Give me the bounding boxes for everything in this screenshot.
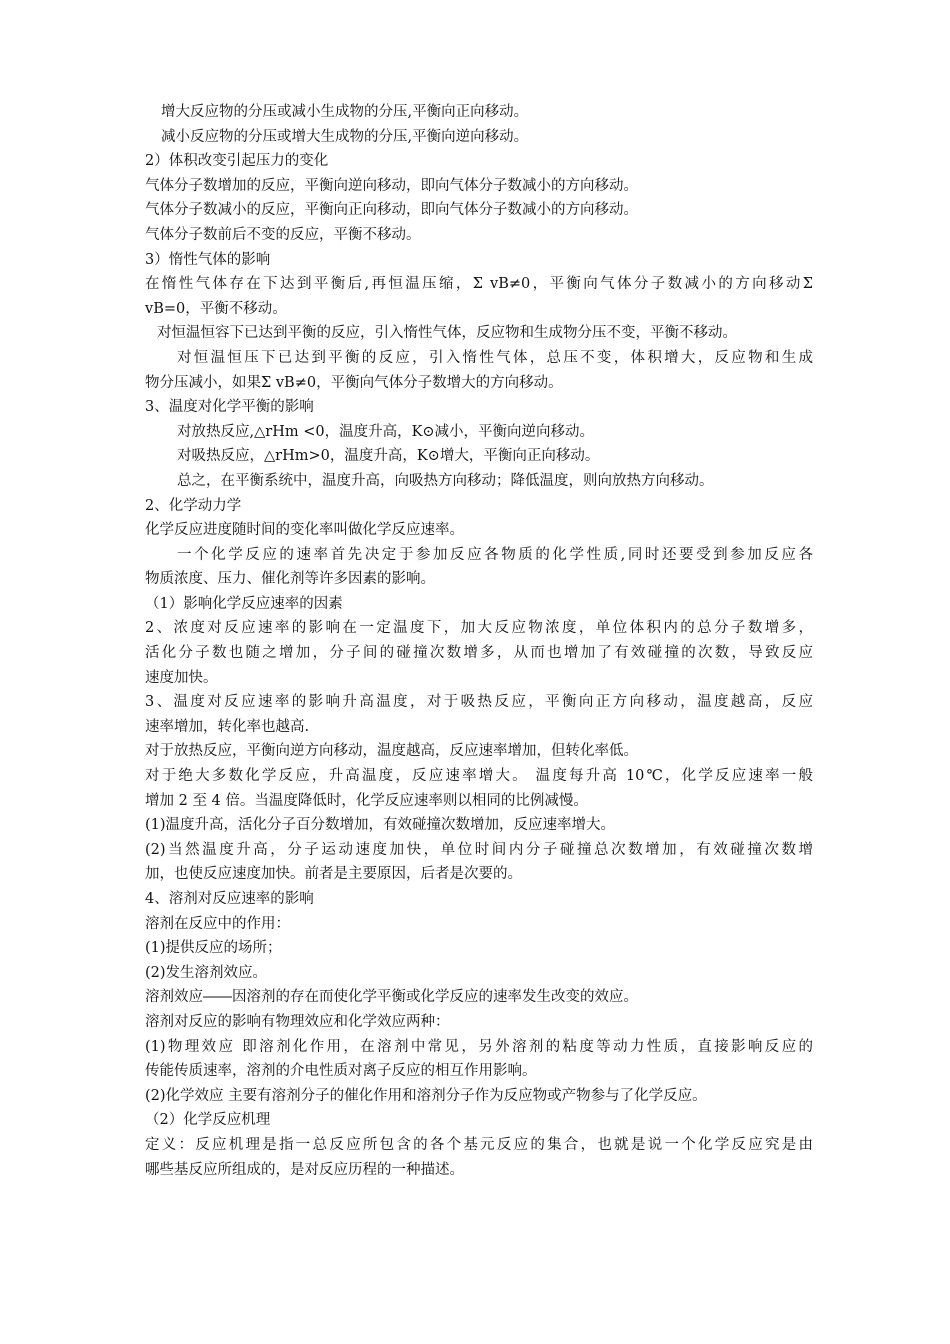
text-line: (1)提供反应的场所； bbox=[145, 940, 282, 957]
text-line: 速度加快。 bbox=[145, 669, 218, 686]
section-heading: 2）体积改变引起压力的变化 bbox=[145, 153, 329, 170]
section-heading: （1）影响化学反应速率的因素 bbox=[145, 595, 343, 612]
text-line: 减小反应物的分压或增大生成物的分压,平衡向逆向移动。 bbox=[161, 128, 529, 145]
document-body bbox=[145, 100, 813, 1182]
text-line: 对放热反应,△rHm <0，温度升高，K⊙减小，平衡向逆向移动。 bbox=[177, 423, 595, 440]
text-line: 气体分子数减小的反应，平衡向正向移动，即向气体分子数减小的方向移动。 bbox=[145, 202, 638, 219]
text-line: 增加 2 至 4 倍。当温度降低时，化学反应速率则以相同的比例减慢。 bbox=[145, 792, 588, 809]
text-line: 一个化学反应的速率首先决定于参加反应各物质的化学性质,同时还要受到参加反应各 bbox=[177, 546, 813, 563]
text-line: 总之，在平衡系统中，温度升高，向吸热方向移动；降低温度，则向放热方向移动。 bbox=[177, 472, 714, 489]
section-heading: （2）化学反应机理 bbox=[145, 1112, 271, 1129]
text-line: 加，也使反应速度加快。前者是主要原因，后者是次要的。 bbox=[145, 866, 522, 883]
text-line: 溶剂在反应中的作用： bbox=[145, 915, 290, 932]
section-heading: 3、温度对化学平衡的影响 bbox=[145, 399, 314, 416]
section-heading: 4、溶剂对反应速率的影响 bbox=[145, 891, 314, 907]
section-heading: 3）惰性气体的影响 bbox=[145, 251, 271, 268]
text-line: 定义：反应机理是指一总反应所包含的各个基元反应的集合，也就是说一个化学反应究是由 bbox=[145, 1136, 813, 1153]
text-line: 速率增加，转化率也越高. bbox=[145, 718, 310, 735]
text-line: 哪些基反应所组成的，是对反应历程的一种描述。 bbox=[145, 1161, 464, 1178]
text-line: 对恒温恒压下已达到平衡的反应，引入惰性气体，总压不变，体积增大，反应物和生成 bbox=[177, 349, 813, 366]
text-line: 增大反应物的分压或减小生成物的分压,平衡向正向移动。 bbox=[161, 104, 529, 120]
text-line: (2)发生溶剂效应。 bbox=[145, 964, 268, 981]
text-line: 气体分子数前后不变的反应，平衡不移动。 bbox=[145, 226, 421, 243]
text-line: (1)温度升高，活化分子百分数增加，有效碰撞次数增加，反应速率增大。 bbox=[145, 817, 616, 834]
text-line: 化学反应进度随时间的变化率叫做化学反应速率。 bbox=[145, 522, 464, 539]
text-line: 气体分子数增加的反应，平衡向逆向移动，即向气体分子数减小的方向移动。 bbox=[145, 177, 638, 194]
text-line: 物分压减小，如果Σ vB≠0，平衡向气体分子数增大的方向移动。 bbox=[145, 374, 563, 391]
text-line: 2、浓度对反应速率的影响在一定温度下，加大反应物浓度，单位体积内的总分子数增多， bbox=[145, 620, 813, 637]
text-line: 3、温度对反应速率的影响升高温度，对于吸热反应，平衡向正方向移动，温度越高，反应 bbox=[145, 694, 813, 711]
text-line: 物质浓度、压力、催化剂等许多因素的影响。 bbox=[145, 571, 435, 588]
text-line: 溶剂效应――因溶剂的存在而使化学平衡或化学反应的速率发生改变的效应。 bbox=[145, 989, 638, 1006]
text-line: 对吸热反应，△rHm>0，温度升高，K⊙增大，平衡向正向移动。 bbox=[177, 448, 600, 465]
section-heading: 2、化学动力学 bbox=[145, 497, 242, 514]
text-line: 对于放热反应，平衡向逆方向移动，温度越高，反应速率增加，但转化率低。 bbox=[145, 743, 638, 760]
text-line: vB=0，平衡不移动。 bbox=[145, 300, 287, 317]
text-line: 传能传质速率，溶剂的介电性质对离子反应的相互作用影响。 bbox=[145, 1063, 537, 1080]
text-line: 在惰性气体存在下达到平衡后,再恒温压缩，Σ vB≠0，平衡向气体分子数减小的方向移动Σ bbox=[145, 276, 813, 293]
text-line: (2)化学效应 主要有溶剂分子的催化作用和溶剂分子作为反应物或产物参与了化学反应。 bbox=[145, 1087, 707, 1104]
text-line: 对于绝大多数化学反应，升高温度，反应速率增大。 温度每升高 10℃，化学反应速率一般 bbox=[145, 768, 813, 785]
text-line: (1)物理效应 即溶剂化作用，在溶剂中常见，另外溶剂的粘度等动力性质，直接影响反应的 bbox=[145, 1038, 813, 1055]
text-line: 对恒温恒容下已达到平衡的反应，引入惰性气体，反应物和生成物分压不变，平衡不移动。 bbox=[157, 325, 737, 342]
text-line: 溶剂对反应的影响有物理效应和化学效应两种： bbox=[145, 1013, 450, 1030]
text-line: (2)当然温度升高，分子运动速度加快，单位时间内分子碰撞总次数增加，有效碰撞次数增 bbox=[145, 841, 813, 858]
text-line: 活化分子数也随之增加，分子间的碰撞次数增多，从而也增加了有效碰撞的次数，导致反应 bbox=[145, 645, 813, 662]
